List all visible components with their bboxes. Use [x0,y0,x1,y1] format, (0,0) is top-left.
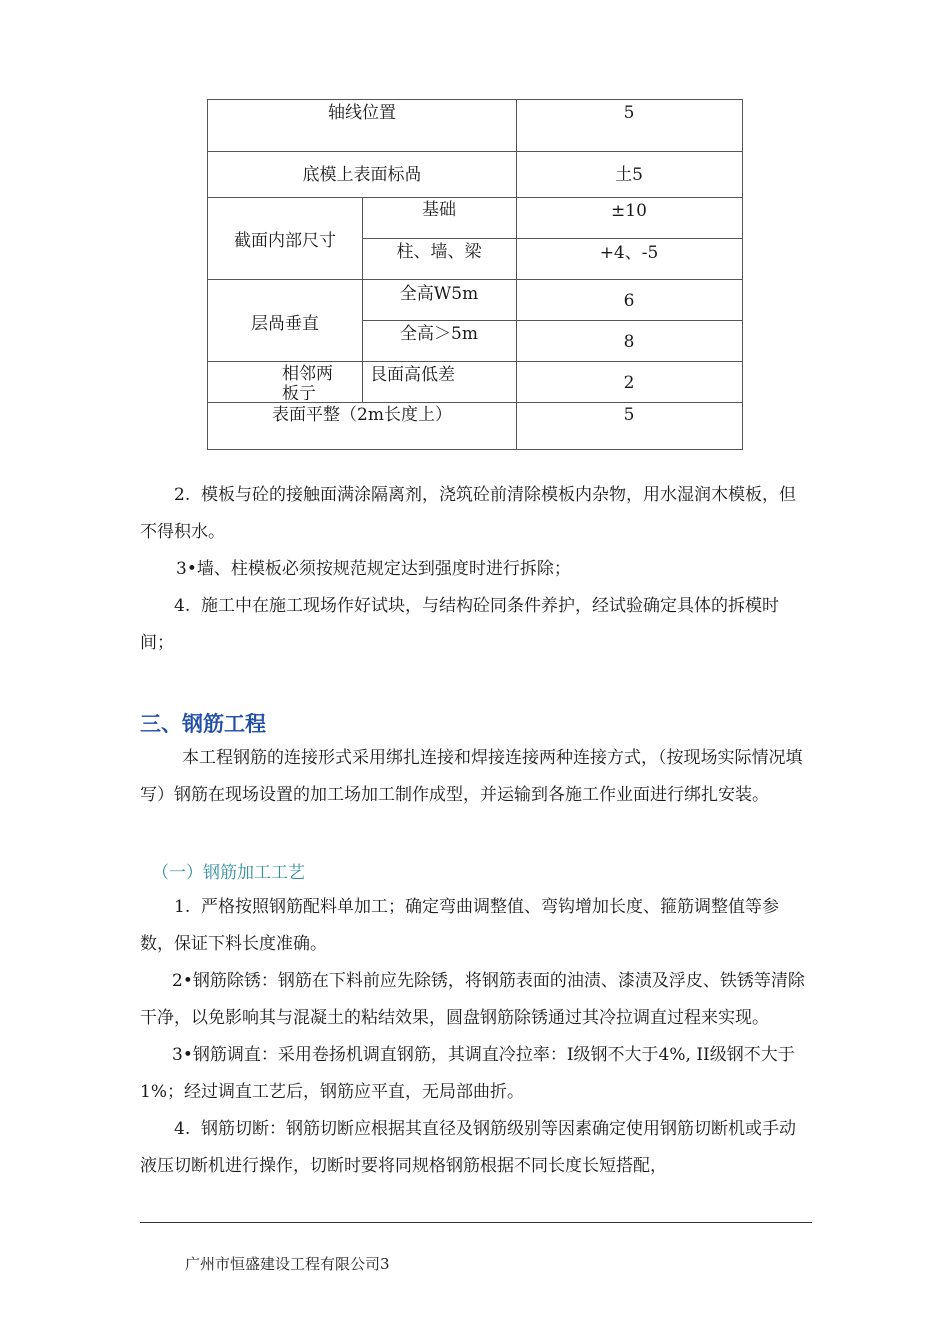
table-cell-value: 6 [623,291,635,311]
paragraph: 1. 严格按照钢筋配料单加工；确定弯曲调整值、弯钩增加长度、箍筋调整值等参数，保证下料长度准确。 [140,897,780,954]
subsection-heading: （一）钢筋加工工艺 [152,863,305,883]
table-cell-value: ±10 [611,201,647,221]
paragraph: 本工程钢筋的连接形式采用绑扎连接和焊接连接两种连接方式，（按现场实际情况填写）钢筋在现场设置的加工场加工制作成型，并运输到各施工作业面进行绑扎安装。 [140,748,803,805]
paragraph: 3•钢筋调直：采用卷扬机调直钢筋，其调直冷拉率：I级钢不大于4%, II级钢不大于1%；经过调直工艺后，钢筋应平直，无局部曲折。 [140,1045,795,1102]
table-cell-item: 层咼垂直 [251,314,319,334]
table-cell-item: 底模上表面标咼 [302,165,422,185]
table-cell-item: 轴线位置 [328,103,396,123]
paragraph: 4. 钢筋切断：钢筋切断应根据其直径及钢筋级别等因素确定使用钢筋切断机或手动液压切断机进行操作，切断时要将同规格钢筋根据不同长度长短搭配， [140,1119,797,1176]
table-cell-subitem: 艮面高低差 [370,365,455,385]
table-cell-value: 8 [623,332,635,352]
table-cell-subitem: 全高＞5m [400,324,478,344]
table-cell-value: 5 [623,405,635,425]
table-cell-value: +4、-5 [599,243,659,263]
section-heading: 三、钢筋工程 [140,712,266,736]
table-cell-subitem: 柱、墙、梁 [396,242,482,262]
table-cell-item: 截面内部尺寸 [234,231,336,251]
table-cell-subitem: 全高W5m [399,284,479,304]
table-cell-item: 表面平整（2m长度上） [272,405,452,425]
paragraph: 2. 模板与砼的接触面满涂隔离剂，浇筑砼前清除模板内杂物，用水湿润木模板，但不得积水。 [140,485,797,542]
table-cell-subitem: 基础 [422,200,456,220]
paragraph: 4. 施工中在施工现场作好试块，与结构砼同条件养护，经试验确定具体的拆模时间； [140,596,780,653]
table-cell-item: 相邻两 板亍 [282,364,333,400]
table-cell-value: 5 [623,103,635,123]
paragraph: 3•墙、柱模板必须按规范规定达到强度时进行拆除； [176,559,571,579]
section-intro [140,740,812,814]
footer-divider [140,1222,812,1223]
table-cell-value: 2 [623,373,635,393]
body-text-top [140,477,812,662]
process-steps [140,889,812,1185]
paragraph: 2•钢筋除锈：钢筋在下料前应先除锈，将钢筋表面的油渍、漆渍及浮皮、铁锈等清除干净，以免影响其与混凝土的粘结效果，圆盘钢筋除锈通过其冷拉调直过程来实现。 [140,971,805,1028]
page-footer: 广州市恒盛建设工程有限公司3 [185,1255,390,1273]
tolerance-table [207,99,743,450]
table-cell-value: 土5 [615,165,643,185]
